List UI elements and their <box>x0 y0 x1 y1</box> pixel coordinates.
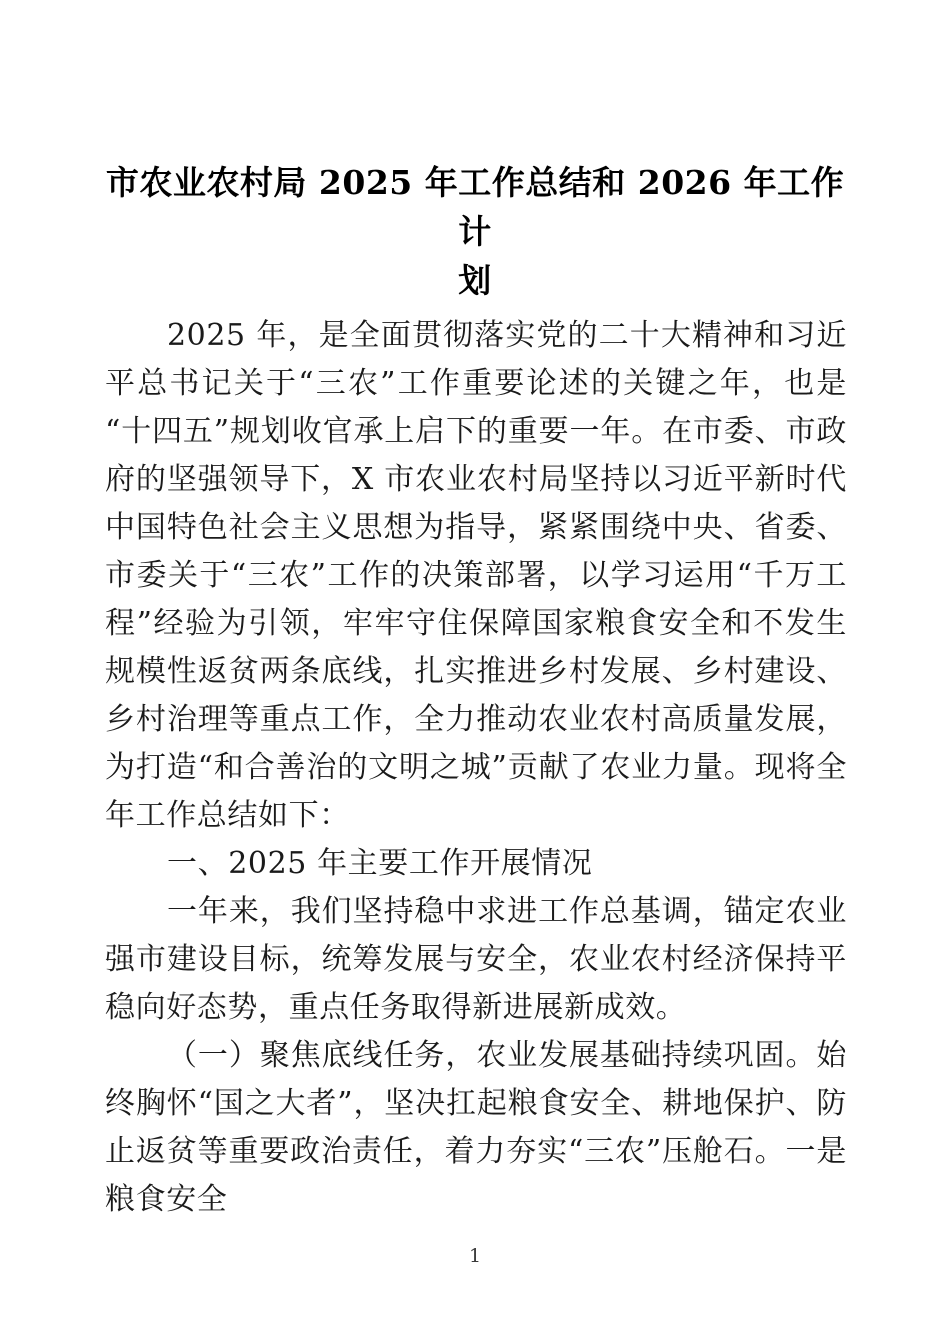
document-body <box>105 312 847 1224</box>
paragraph-intro: 2025 年，是全面贯彻落实党的二十大精神和习近平总书记关于“三农”工作重要论述的关键之年，也是“十四五”规划收官承上启下的重要一年。在市委、市政府的坚强领导下，X 市农业农村局坚持以习近平新时代中国特色社会主义思想为指导，紧紧围绕中央、省委、市委关于“三农”工作的决策部署，以学习运用“千万工程”经验为引领，牢牢守住保障国家粮食安全和不发生规模性返贫两条底线，扎实推进乡村发展、乡村建设、乡村治理等重点工作，全力推动农业农村高质量发展，为打造“和合善治的文明之城”贡献了农业力量。现将全年工作总结如下： <box>105 318 847 833</box>
page-title-line-2: 划 <box>458 261 492 300</box>
page-title <box>105 158 845 305</box>
page-number-footer: 1 <box>468 1245 482 1267</box>
page-title-line-1: 市农业农村局 2025 年工作总结和 2026 年工作计 <box>105 163 845 251</box>
paragraph-subsection-one: （一）聚焦底线任务，农业发展基础持续巩固。始终胸怀“国之大者”，坚决扛起粮食安全、耕地保护、防止返贫等重要政治责任，着力夯实“三农”压舱石。一是粮食安全 <box>105 1038 847 1217</box>
paragraph-overview: 一年来，我们坚持稳中求进工作总基调，锚定农业强市建设目标，统筹发展与安全，农业农村经济保持平稳向好态势，重点任务取得新进展新成效。 <box>105 894 847 1025</box>
heading-section-one: 一、2025 年主要工作开展情况 <box>167 846 593 881</box>
